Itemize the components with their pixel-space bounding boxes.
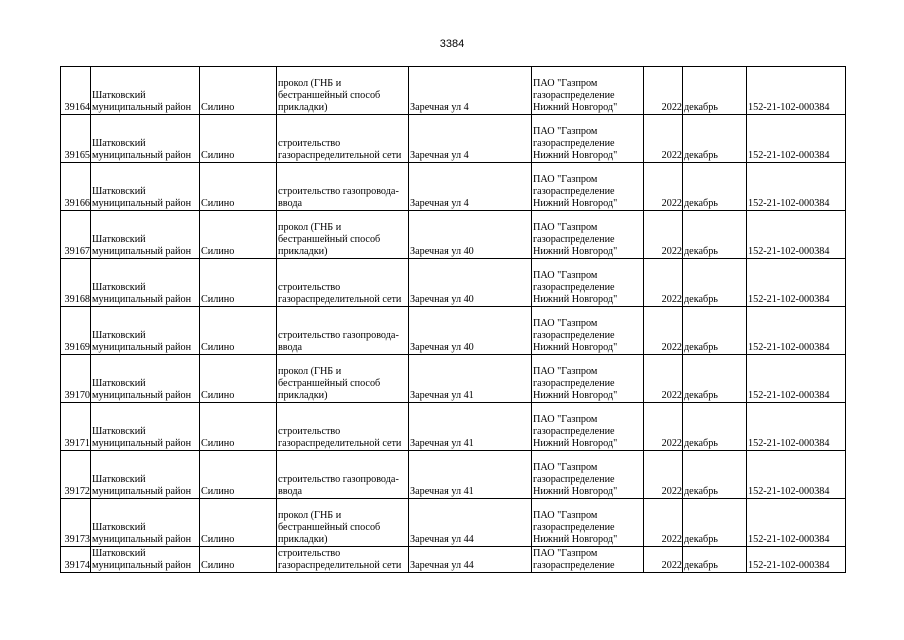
code-cell: 152-21-102-000384 (747, 403, 846, 451)
table-row (61, 403, 846, 451)
organization-cell: ПАО "Газпром газораспределение Нижний Новгород" (532, 451, 644, 499)
row-number: 39164 (61, 67, 91, 115)
row-number: 39171 (61, 403, 91, 451)
locality-cell: Силино (200, 259, 277, 307)
year-cell: 2022 (644, 451, 683, 499)
month-cell: декабрь (683, 355, 747, 403)
month-cell: декабрь (683, 115, 747, 163)
row-number: 39170 (61, 355, 91, 403)
month-cell: декабрь (683, 403, 747, 451)
work-type-cell: строительство газораспределительной сети (277, 259, 409, 307)
row-number: 39174 (61, 547, 91, 573)
organization-cell: ПАО "Газпром газораспределение Нижний Новгород" (532, 307, 644, 355)
address-cell: Заречная ул 41 (409, 451, 532, 499)
work-type-cell: строительство газораспределительной сети (277, 547, 409, 573)
code-cell: 152-21-102-000384 (747, 307, 846, 355)
table-row (61, 163, 846, 211)
organization-cell: ПАО "Газпром газораспределение (532, 547, 644, 573)
month-cell: декабрь (683, 259, 747, 307)
address-cell: Заречная ул 40 (409, 307, 532, 355)
organization-cell: ПАО "Газпром газораспределение Нижний Новгород" (532, 211, 644, 259)
address-cell: Заречная ул 4 (409, 163, 532, 211)
month-cell: декабрь (683, 499, 747, 547)
year-cell: 2022 (644, 163, 683, 211)
locality-cell: Силино (200, 451, 277, 499)
district-cell: Шатковский муниципальный район (91, 115, 200, 163)
locality-cell: Силино (200, 115, 277, 163)
year-cell: 2022 (644, 403, 683, 451)
organization-cell: ПАО "Газпром газораспределение Нижний Новгород" (532, 355, 644, 403)
month-cell: декабрь (683, 451, 747, 499)
address-cell: Заречная ул 41 (409, 355, 532, 403)
organization-cell: ПАО "Газпром газораспределение Нижний Новгород" (532, 115, 644, 163)
district-cell: Шатковский муниципальный район (91, 163, 200, 211)
year-cell: 2022 (644, 115, 683, 163)
table-row (61, 67, 846, 115)
row-number: 39169 (61, 307, 91, 355)
row-number: 39167 (61, 211, 91, 259)
work-type-cell: прокол (ГНБ и бестраншейный способ прикладки) (277, 211, 409, 259)
address-cell: Заречная ул 41 (409, 403, 532, 451)
code-cell: 152-21-102-000384 (747, 115, 846, 163)
month-cell: декабрь (683, 163, 747, 211)
work-type-cell: прокол (ГНБ и бестраншейный способ прикладки) (277, 499, 409, 547)
code-cell: 152-21-102-000384 (747, 547, 846, 573)
row-number: 39166 (61, 163, 91, 211)
code-cell: 152-21-102-000384 (747, 355, 846, 403)
locality-cell: Силино (200, 547, 277, 573)
locality-cell: Силино (200, 163, 277, 211)
year-cell: 2022 (644, 259, 683, 307)
table-row (61, 259, 846, 307)
organization-cell: ПАО "Газпром газораспределение Нижний Новгород" (532, 499, 644, 547)
table-row (61, 499, 846, 547)
address-cell: Заречная ул 4 (409, 67, 532, 115)
organization-cell: ПАО "Газпром газораспределение Нижний Новгород" (532, 163, 644, 211)
code-cell: 152-21-102-000384 (747, 499, 846, 547)
address-cell: Заречная ул 40 (409, 211, 532, 259)
work-type-cell: строительство газораспределительной сети (277, 403, 409, 451)
work-type-cell: строительство газопровода- ввода (277, 451, 409, 499)
code-cell: 152-21-102-000384 (747, 451, 846, 499)
code-cell: 152-21-102-000384 (747, 259, 846, 307)
table-body (61, 67, 846, 573)
page-number: 3384 (439, 38, 465, 50)
month-cell: декабрь (683, 547, 747, 573)
code-cell: 152-21-102-000384 (747, 67, 846, 115)
address-cell: Заречная ул 44 (409, 547, 532, 573)
district-cell: Шатковский муниципальный район (91, 211, 200, 259)
address-cell: Заречная ул 4 (409, 115, 532, 163)
code-cell: 152-21-102-000384 (747, 211, 846, 259)
row-number: 39172 (61, 451, 91, 499)
month-cell: декабрь (683, 307, 747, 355)
row-number: 39173 (61, 499, 91, 547)
year-cell: 2022 (644, 307, 683, 355)
work-type-cell: прокол (ГНБ и бестраншейный способ прикладки) (277, 355, 409, 403)
locality-cell: Силино (200, 211, 277, 259)
table-row (61, 211, 846, 259)
work-type-cell: прокол (ГНБ и бестраншейный способ прикладки) (277, 67, 409, 115)
district-cell: Шатковский муниципальный район (91, 403, 200, 451)
year-cell: 2022 (644, 355, 683, 403)
year-cell: 2022 (644, 67, 683, 115)
year-cell: 2022 (644, 499, 683, 547)
organization-cell: ПАО "Газпром газораспределение Нижний Новгород" (532, 403, 644, 451)
address-cell: Заречная ул 40 (409, 259, 532, 307)
district-cell: Шатковский муниципальный район (91, 547, 200, 573)
locality-cell: Силино (200, 499, 277, 547)
code-cell: 152-21-102-000384 (747, 163, 846, 211)
year-cell: 2022 (644, 211, 683, 259)
table-row (61, 307, 846, 355)
district-cell: Шатковский муниципальный район (91, 355, 200, 403)
month-cell: декабрь (683, 67, 747, 115)
district-cell: Шатковский муниципальный район (91, 451, 200, 499)
row-number: 39165 (61, 115, 91, 163)
table-row (61, 115, 846, 163)
records-table (60, 66, 846, 573)
row-number: 39168 (61, 259, 91, 307)
locality-cell: Силино (200, 403, 277, 451)
table-row (61, 355, 846, 403)
organization-cell: ПАО "Газпром газораспределение Нижний Новгород" (532, 67, 644, 115)
district-cell: Шатковский муниципальный район (91, 307, 200, 355)
district-cell: Шатковский муниципальный район (91, 67, 200, 115)
organization-cell: ПАО "Газпром газораспределение Нижний Новгород" (532, 259, 644, 307)
table-row (61, 451, 846, 499)
locality-cell: Силино (200, 67, 277, 115)
work-type-cell: строительство газопровода- ввода (277, 163, 409, 211)
address-cell: Заречная ул 44 (409, 499, 532, 547)
year-cell: 2022 (644, 547, 683, 573)
district-cell: Шатковский муниципальный район (91, 259, 200, 307)
work-type-cell: строительство газопровода- ввода (277, 307, 409, 355)
locality-cell: Силино (200, 355, 277, 403)
work-type-cell: строительство газораспределительной сети (277, 115, 409, 163)
table-row (61, 547, 846, 573)
locality-cell: Силино (200, 307, 277, 355)
month-cell: декабрь (683, 211, 747, 259)
district-cell: Шатковский муниципальный район (91, 499, 200, 547)
